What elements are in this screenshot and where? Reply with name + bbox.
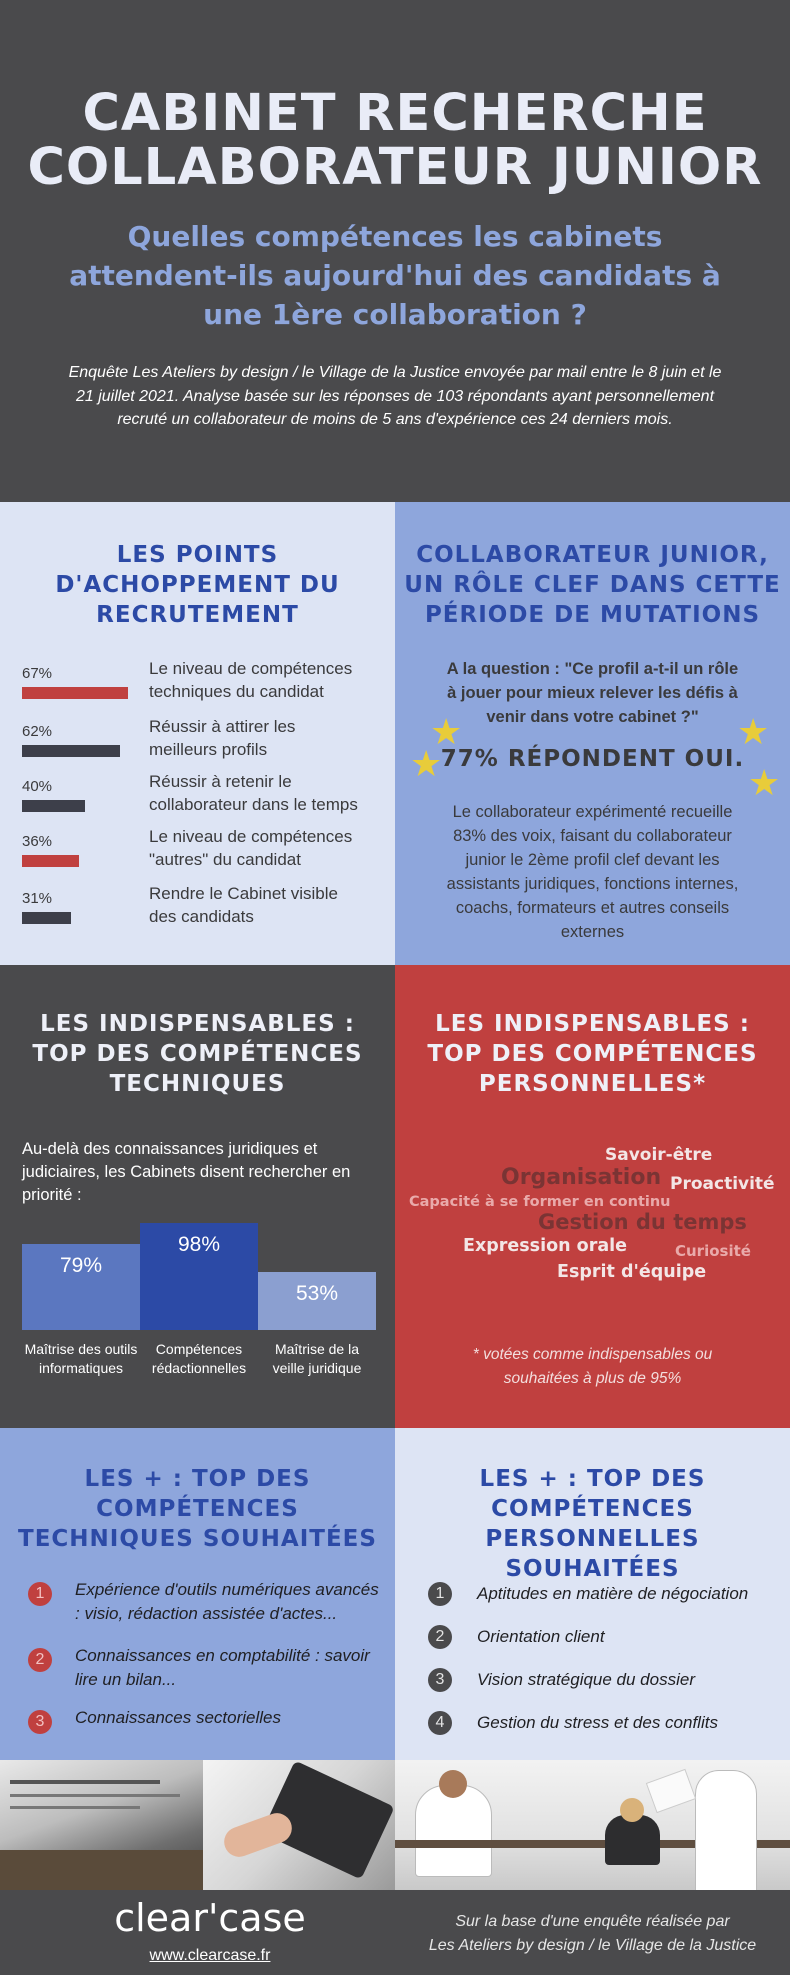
bar [22,800,85,812]
points-title-2: D'ACHOPPEMENT DU [55,572,340,598]
newspaper-line [10,1780,160,1784]
bar-percentage: 62% [22,723,53,740]
website-link[interactable]: www.clearcase.fr [149,1947,271,1964]
bar-label-line: "autres" du candidat [149,850,301,869]
tablet-photo [203,1760,395,1890]
plus-perso-title-2: COMPÉTENCES [491,1496,694,1522]
bar-percentage: 67% [22,665,53,682]
points-title-3: RECRUTEMENT [96,602,299,628]
tech-intro-line-1: Au-delà des connaissances juridiques et [22,1140,318,1158]
column-value: 53% [295,1282,339,1305]
bar-percentage: 31% [22,890,53,907]
woman-head [620,1798,644,1822]
plus-tech-item-line: Connaissances en comptabilité : savoir [75,1646,370,1665]
column-value: 98% [177,1233,221,1256]
bar-label [149,825,389,871]
junior-title-2: UN RÔLE CLEF DANS CETTE [404,572,781,598]
tech-title-2: TOP DES COMPÉTENCES [32,1041,363,1067]
newspapers-photo [0,1760,203,1890]
perso-title-1: LES INDISPENSABLES : [435,1011,750,1037]
junior-body-line-5: coachs, formateurs et autres conseils [455,899,730,917]
bar-label-line: Réussir à attirer les [149,717,296,736]
intro-line-3: recruté un collaborateur de moins de 5 ans d'expérience ces 24 derniers mois. [117,411,673,428]
star-icon: ★ [430,711,463,752]
junior-title-1: COLLABORATEUR JUNIOR, [416,542,769,568]
perso-panel [395,965,790,1428]
junior-answer: 77% RÉPONDENT OUI. [440,746,745,772]
item-number-badge: 2 [28,1648,52,1672]
item-number-badge: 3 [28,1710,52,1734]
bar [22,745,120,757]
column-bar [22,1244,140,1330]
document-sheet [646,1769,696,1813]
source-note [415,1910,770,1958]
footer [0,1890,790,1975]
man-standing [695,1770,757,1890]
bar [22,687,128,699]
word-cloud-item: Gestion du temps [538,1210,747,1234]
plus-tech-item-line: Expérience d'outils numériques avancés [75,1580,379,1599]
question-line-3: une 1ère collaboration ? [203,298,587,331]
plus-tech-item [75,1578,385,1626]
title-line-1: CABINET RECHERCHE [82,84,708,143]
junior-title-3: PÉRIODE DE MUTATIONS [424,602,761,628]
bar-label-line: collaborateur dans le temps [149,795,358,814]
star-icon: ★ [748,762,781,803]
plus-tech-title-1: LES + : TOP DES [84,1466,311,1492]
perso-note-line-2: souhaitées à plus de 95% [503,1370,682,1387]
bar-label-line: des candidats [149,907,254,926]
plus-tech-item-line: Connaissances sectorielles [75,1708,281,1727]
perso-title-3: PERSONNELLES* [478,1071,707,1097]
plus-tech-item [75,1706,385,1730]
source-line-2: Les Ateliers by design / le Village de la Justice [428,1937,757,1954]
bar-percentage: 40% [22,778,53,795]
bar-label-line: Le niveau de compétences [149,827,353,846]
tech-title-1: LES INDISPENSABLES : [40,1011,355,1037]
junior-body-line-4: assistants juridiques, fonctions internes, [446,875,739,893]
column-caption-line: informatiques [38,1360,124,1376]
plus-perso-panel [395,1428,790,1760]
plus-perso-title-1: LES + : TOP DES [479,1466,706,1492]
bar-label-line: Réussir à retenir le [149,772,292,791]
column-caption [22,1340,140,1378]
column-caption-line: Maîtrise de la [274,1341,360,1357]
item-number-badge: 2 [428,1625,452,1649]
bar-label [149,882,389,928]
bar-label [149,715,389,761]
plus-perso-item: Vision stratégique du dossier [477,1670,695,1689]
plus-perso-item: Aptitudes en matière de négociation [477,1584,749,1603]
item-number-badge: 4 [428,1711,452,1735]
points-title-1: LES POINTS [116,542,279,568]
points-panel [0,502,395,965]
plus-tech-item [75,1644,385,1692]
newspaper-line [10,1806,140,1809]
plus-tech-title-2: COMPÉTENCES [96,1496,299,1522]
plus-tech-title-3: TECHNIQUES SOUHAITÉES [18,1526,377,1552]
junior-body [415,800,770,944]
source-line-1: Sur la base d'une enquête réalisée par [455,1913,730,1930]
bar [22,855,79,867]
item-number-badge: 3 [428,1668,452,1692]
office-photo [395,1760,790,1890]
column-caption [140,1340,258,1378]
word-cloud-item: Curiosité [675,1242,751,1260]
word-cloud-item: Proactivité [670,1174,775,1194]
woman-seated [605,1815,660,1865]
wooden-table [0,1850,203,1890]
perso-note-line-1: * votées comme indispensables ou [472,1346,713,1363]
junior-question-line-3: venir dans votre cabinet ?" [486,708,699,726]
question-line-2: attendent-ils aujourd'hui des candidats à [69,259,721,292]
tech-intro-line-3: priorité : [22,1186,82,1204]
word-cloud-item: Esprit d'équipe [557,1262,707,1282]
tech-intro [22,1138,382,1207]
tech-title-3: TECHNIQUES [109,1071,286,1097]
column-value: 79% [59,1254,103,1277]
bar-label [149,770,389,816]
bar-label-line: Rendre le Cabinet visible [149,884,338,903]
column-bar [258,1272,376,1330]
junior-panel [395,502,790,965]
plus-tech-item-line: lire un bilan... [75,1670,177,1689]
bar-label [149,657,389,703]
word-cloud-item: Savoir-être [605,1145,713,1165]
newspaper-line [10,1794,180,1797]
plus-perso-item: Gestion du stress et des conflits [477,1713,718,1732]
junior-body-line-6: externes [560,923,625,941]
title-line-2: COLLABORATEUR JUNIOR [27,138,763,197]
star-icon: ★ [737,711,770,752]
clearcase-logo: clear'case [114,1896,306,1940]
star-icon: ★ [410,743,443,784]
word-cloud-item: Expression orale [463,1236,628,1256]
word-cloud-item: Capacité à se former en continu [409,1194,671,1210]
plus-perso-title-3: PERSONNELLES SOUHAITÉES [485,1526,700,1582]
column-caption-line: Compétences [155,1341,243,1357]
junior-question-line-2: à jouer pour mieux relever les défis à [447,684,738,702]
man-head [439,1770,467,1798]
header [0,0,790,502]
item-number-badge: 1 [428,1582,452,1606]
word-cloud-item: Organisation [501,1165,662,1190]
bar-label-line: techniques du candidat [149,682,324,701]
column-caption-line: veille juridique [272,1360,362,1376]
junior-body-line-2: 83% des voix, faisant du collaborateur [453,827,732,845]
bar [22,912,71,924]
tech-intro-line-2: judiciaires, les Cabinets disent rechercher en [22,1163,351,1181]
question-line-1: Quelles compétences les cabinets [127,220,663,253]
junior-body-line-3: junior le 2ème profil clef devant les [465,851,720,869]
intro-line-1: Enquête Les Ateliers by design / le Village de la Justice envoyée par mail entre le 8 juin et le [68,364,722,381]
column-caption-line: Maîtrise des outils [24,1341,138,1357]
column-caption [258,1340,376,1378]
bar-percentage: 36% [22,833,53,850]
hand [220,1809,296,1861]
intro-line-2: 21 juillet 2021. Analyse basée sur les réponses de 103 répondants ayant personnellement [75,388,715,405]
tech-panel [0,965,395,1428]
item-number-badge: 1 [28,1582,52,1606]
man-seated [415,1785,492,1877]
junior-body-line-1: Le collaborateur expérimenté recueille [452,803,733,821]
column-caption-line: rédactionnelles [151,1360,247,1376]
bar-label-line: Le niveau de compétences [149,659,353,678]
plus-perso-item: Orientation client [477,1627,605,1646]
junior-question-line-1: A la question : "Ce profil a-t-il un rôle [446,660,739,678]
bar-label-line: meilleurs profils [149,740,268,759]
column-bar [140,1223,258,1330]
plus-tech-panel [0,1428,395,1760]
perso-title-2: TOP DES COMPÉTENCES [427,1041,758,1067]
plus-tech-item-line: : visio, rédaction assistée d'actes... [75,1604,338,1623]
perso-note [395,1343,790,1391]
